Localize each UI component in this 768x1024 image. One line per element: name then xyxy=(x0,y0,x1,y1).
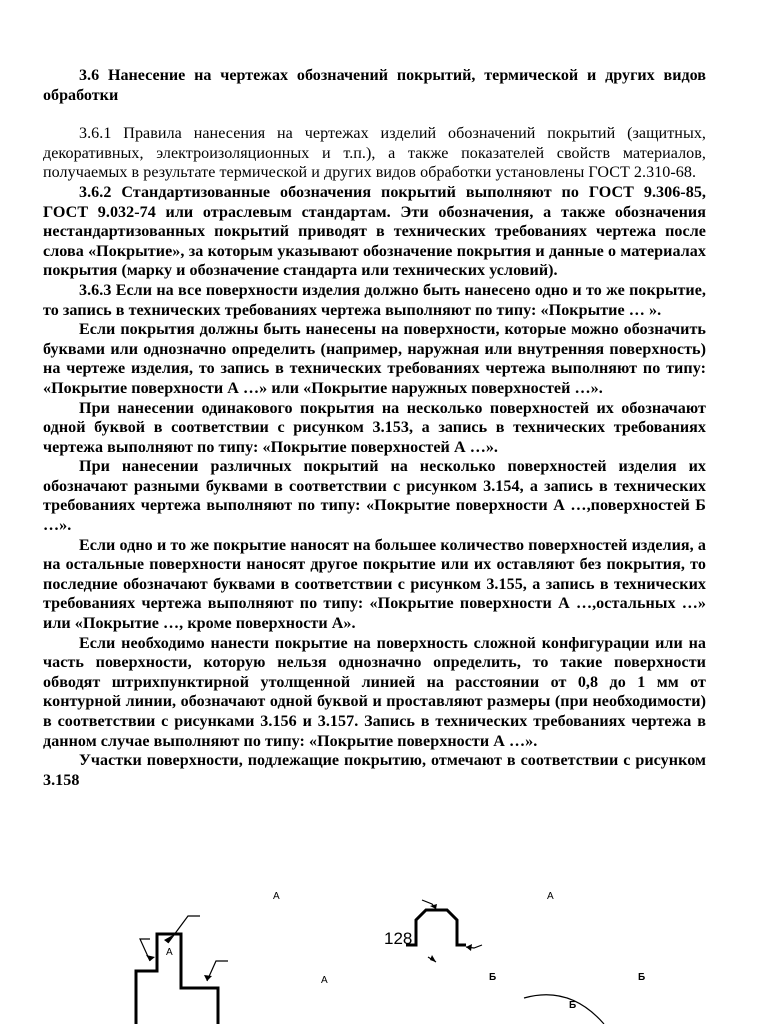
arrow-head-4 xyxy=(430,904,437,909)
figure-label-a: А xyxy=(321,975,328,986)
bracket-part-outline xyxy=(406,910,466,945)
page-number: 128 xyxy=(384,929,413,948)
paragraph-list xyxy=(43,124,706,790)
figure-label-b: Б xyxy=(569,1000,577,1011)
arrow-head-5 xyxy=(466,944,472,951)
drawing-figures xyxy=(0,885,768,1024)
stepped-part-outline xyxy=(136,934,218,1024)
figure-label-a: А xyxy=(166,947,173,958)
figures-area xyxy=(0,885,768,1024)
paragraph: 3.6.3 Если на все поверхности изделия должно быть нанесено одно и то же покрытие, то запись в технических требованиях чертежа выполняют по типу: «Покрытие … ». xyxy=(43,281,706,319)
figure-label-a: А xyxy=(273,891,280,902)
paragraph: Если необходимо нанести покрытие на поверхность сложной конфигурации или на часть поверхности, которую нельзя однозначно определить, то такие поверхности обводят штрихпунктирной утолщенной линией на расстоянии от 0,8 до 1 мм от контурной линии, обозначают одной буквой и проставляют размеры (при необходимости) в соответствии с рисунками 3.156 и 3.157. Запись в технических требованиях чертежа в данном случае выполняют по типу: «Покрытие поверхности А …». xyxy=(43,634,706,750)
figure-label-b: Б xyxy=(489,972,497,983)
leader-line-1 xyxy=(168,916,200,943)
paragraph: Участки поверхности, подлежащие покрытию, отмечают в соответствии с рисунком 3.158 xyxy=(43,752,706,789)
document-body xyxy=(43,66,706,790)
paragraph: При нанесении различных покрытий на несколько поверхностей изделия их обозначают разными буквами в соответствии с рисунком 3.154, а запись в технических требованиях чертежа выполняют по типу: «Покрытие поверхности А …,поверхностей Б …». xyxy=(43,458,706,535)
leader-line-3 xyxy=(207,961,228,981)
figure-label-b: Б xyxy=(638,972,646,983)
arrow-head-2 xyxy=(146,955,155,961)
paragraph: 3.6.1 Правила нанесения на чертежах изделий обозначений покрытий (защитных, декоративных, электроизоляционных и т.п.), а также показателей свойств материалов, получаемых в результате термической и других видов обработки установлены ГОСТ 2.310-68. xyxy=(43,125,706,182)
section-heading: 3.6 Нанесение на чертежах обозначений покрытий, термической и других видов обработки xyxy=(43,67,706,104)
arc-outline xyxy=(524,995,604,1024)
figure-label-a: А xyxy=(547,891,554,902)
paragraph: Если покрытия должны быть нанесены на поверхности, которые можно обозначить буквами или однозначно определить (например, наружная или внутренняя поверхность) на чертеже изделия, то запись в технических требованиях чертежа выполняют по типу: «Покрытие поверхности А …» или «Покрытие наружных поверхностей …». xyxy=(43,321,706,397)
arrow-head-6 xyxy=(430,955,436,962)
paragraph: При нанесении одинакового покрытия на несколько поверхностей их обозначают одной буквой в соответствии с рисунком 3.153, а запись в технических требованиях чертежа выполняют по типу: «Покрытие поверхностей А …». xyxy=(43,399,706,456)
paragraph: Если одно и то же покрытие наносят на большее количество поверхностей изделия, а на остальные поверхности наносят другое покрытие или их оставляют без покрытия, то последние обозначают буквами в соответствии с рисунком 3.155, а запись в технических требованиях чертежа выполняют по типу: «Покрытие поверхности А …,остальных …» или «Покрытие …, кроме поверхности А». xyxy=(43,536,706,633)
paragraph: 3.6.2 Стандартизованные обозначения покрытий выполняют по ГОСТ 9.306-85, ГОСТ 9.032-74 или отраслевым стандартам. Эти обозначения, а также обозначения нестандартизованных покрытий приводят в технических требованиях чертежа после слова «Покрытие», за которым указывают обозначение покрытия и данные о материалах покрытия (марку и обозначение стандарта или технических условий). xyxy=(43,183,706,280)
